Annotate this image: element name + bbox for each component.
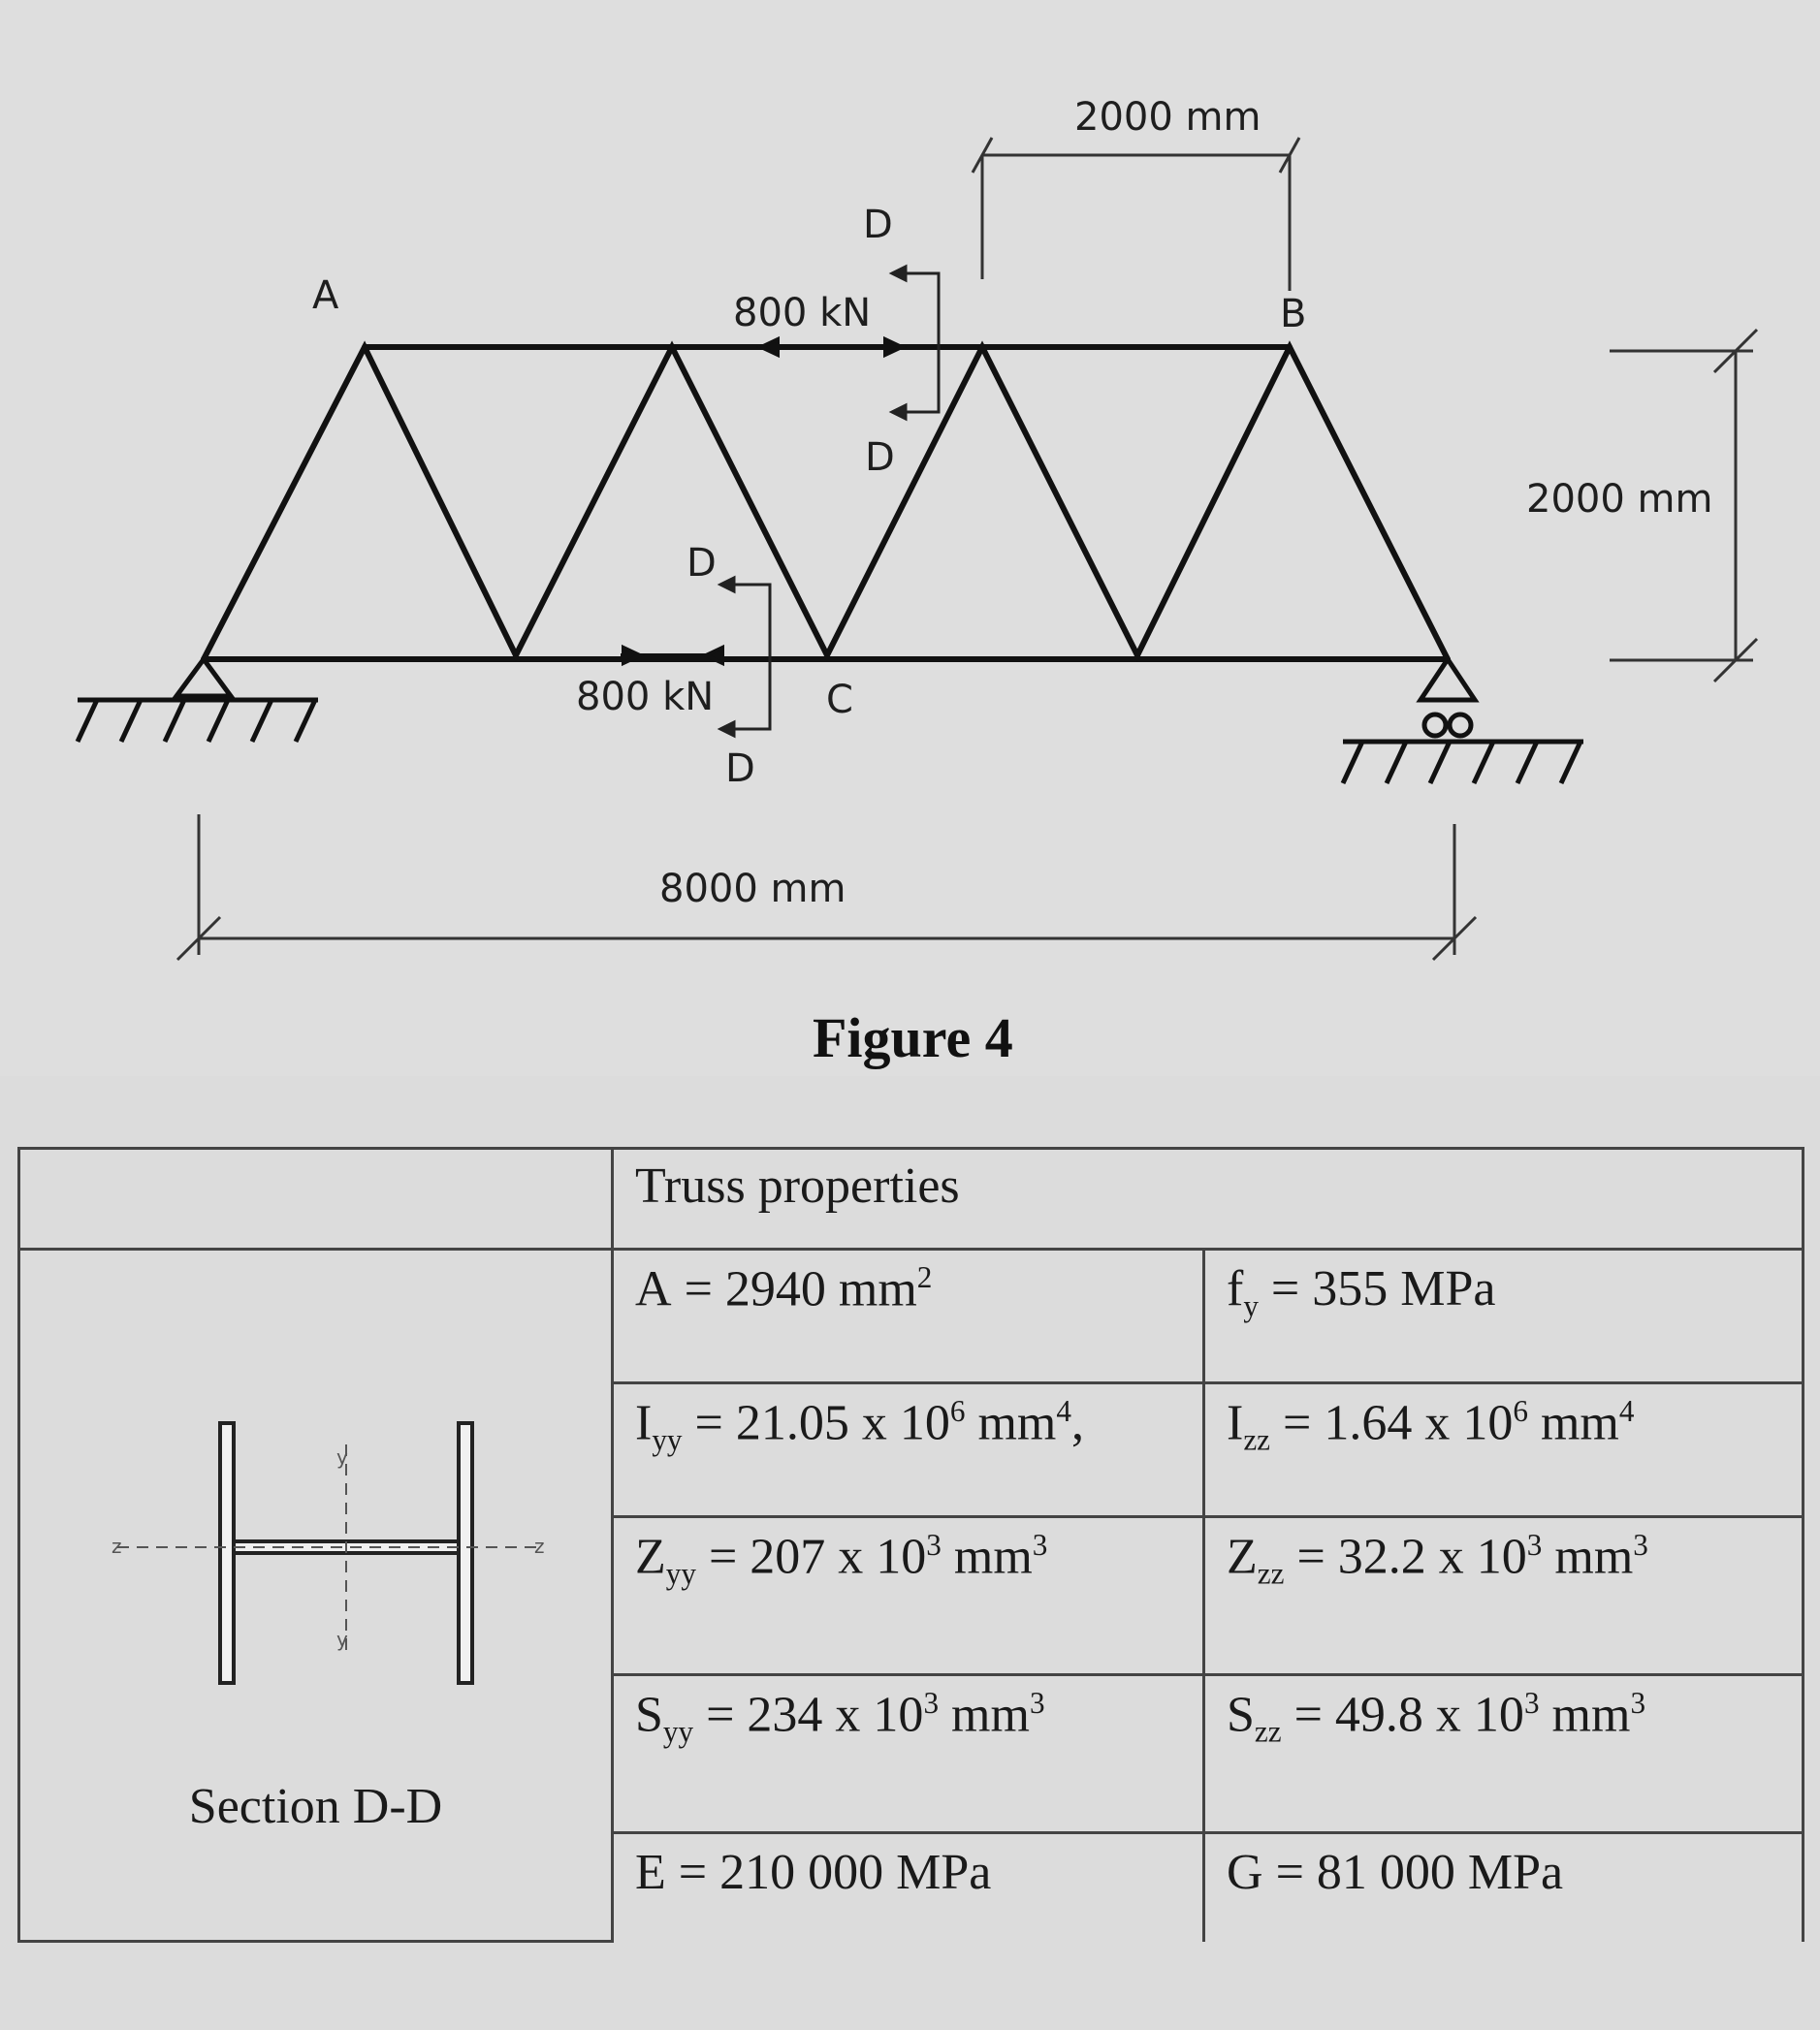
panel-dimension-label: 2000 mm bbox=[1074, 95, 1261, 140]
svg-text:y: y bbox=[336, 1445, 348, 1469]
prop-area: A = 2940 $mm^2$ bbox=[613, 1250, 1204, 1383]
prop-iyy: $I_{yy} = 21.05$ x $10^6$ $mm^4$, bbox=[613, 1383, 1204, 1517]
svg-text:y: y bbox=[336, 1628, 348, 1651]
node-b-label: B bbox=[1280, 292, 1307, 336]
svg-text:z: z bbox=[534, 1535, 545, 1558]
svg-text:z: z bbox=[112, 1535, 122, 1558]
i-section-icon bbox=[112, 1396, 545, 1745]
prop-syy: $S_{yy} = 234$ x $10^3$ $mm^3$ bbox=[613, 1675, 1204, 1833]
table-title: Truss properties bbox=[613, 1149, 1804, 1250]
prop-zyy: $Z_{yy} = 207$ x $10^3$ $mm^3$ bbox=[613, 1517, 1204, 1675]
section-mark-bottom-upper: D bbox=[686, 541, 717, 586]
prop-elastic-modulus: E = 210 000 MPa bbox=[613, 1833, 1204, 1942]
prop-szz: $S_{zz} = 49.8$ x $10^3$ $mm^3$ bbox=[1204, 1675, 1804, 1833]
properties-table bbox=[17, 1147, 1804, 1943]
node-c-label: C bbox=[826, 678, 853, 722]
section-mark-top-upper: D bbox=[863, 203, 893, 247]
bottom-load-label: 800 kN bbox=[576, 675, 715, 719]
figure-caption: Figure 4 bbox=[813, 1006, 1013, 1069]
prop-zzz: $Z_{zz} = 32.2$ x $10^3$ $mm^3$ bbox=[1204, 1517, 1804, 1675]
section-cell bbox=[19, 1250, 613, 1942]
prop-shear-modulus: G = 81 000 MPa bbox=[1204, 1833, 1804, 1942]
span-dimension-label: 8000 mm bbox=[659, 867, 846, 911]
blank-header-cell bbox=[19, 1149, 613, 1250]
section-mark-bottom-lower: D bbox=[725, 746, 755, 791]
height-dimension-label: 2000 mm bbox=[1526, 477, 1713, 522]
top-load-label: 800 kN bbox=[733, 291, 872, 335]
node-a-label: A bbox=[312, 273, 339, 318]
section-label: Section D-D bbox=[188, 1779, 443, 1834]
section-mark-top-lower: D bbox=[865, 435, 895, 480]
prop-yield-strength: $f_y = 355$ MPa bbox=[1204, 1250, 1804, 1383]
prop-izz: $I_{zz} = 1.64$ x $10^6$ $mm^4$ bbox=[1204, 1383, 1804, 1517]
